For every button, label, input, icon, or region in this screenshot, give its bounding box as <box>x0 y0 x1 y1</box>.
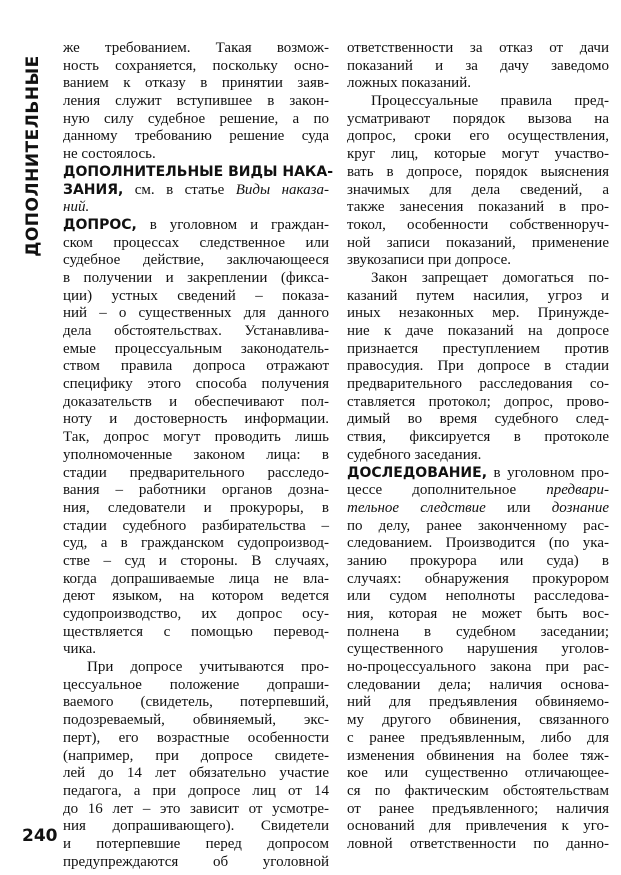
text-line <box>63 40 329 58</box>
line-text: деют языком, на котором ведется <box>63 588 329 605</box>
line-text: перт), его возрастные особенности <box>63 729 329 746</box>
text-line <box>347 217 609 235</box>
line-text: му другого обвинения, связанного <box>347 712 609 729</box>
text-line <box>63 93 329 111</box>
line-text: в получении и закреплении (фикса- <box>63 269 329 286</box>
text-line <box>63 411 329 429</box>
text-line <box>347 164 609 182</box>
line-text: от ранее предъявленного; наличия <box>347 800 609 817</box>
line-text: доказательств и обеспечивают пол- <box>63 393 329 410</box>
text-line <box>347 411 609 429</box>
text-line <box>347 146 609 164</box>
italic-term: тельное следствие <box>347 499 486 516</box>
text-line <box>347 482 609 500</box>
line-text: круг лиц, которые могут участво- <box>347 146 609 163</box>
text-line <box>63 783 329 801</box>
text-line <box>63 447 329 465</box>
text-line <box>347 252 609 270</box>
line-text: ния, следователи и прокуроры, в <box>63 499 329 516</box>
entry-headword: ДОПРОС, <box>63 216 137 233</box>
line-text: цессе дополнительное <box>347 482 547 499</box>
text-line <box>347 394 609 412</box>
line-text: с ранее предъявленным, либо для <box>347 729 609 746</box>
left-column <box>63 40 333 871</box>
text-line <box>63 341 329 359</box>
line-text: подозреваемый, обвиняемый, экс- <box>63 712 329 729</box>
text-line <box>347 58 609 76</box>
text-line <box>63 217 329 235</box>
line-text: предупреждаются об уголовной <box>63 853 329 870</box>
line-text: ной записи показаний, применение <box>347 234 609 251</box>
line-text: стве – суд и стороны. В случаях, <box>63 552 329 569</box>
line-text: специфику этого способа получения <box>63 376 329 393</box>
text-line <box>347 659 609 677</box>
page-number: 240 <box>22 826 58 846</box>
line-text: ную силу судебное решение, а по <box>63 110 329 127</box>
line-text: признается преступлением против <box>347 340 609 357</box>
line-text: полнена в судебном заседании; <box>347 623 609 640</box>
line-text: ции) устных сведений – показа- <box>63 287 329 304</box>
text-line <box>63 235 329 253</box>
text-line <box>347 128 609 146</box>
italic-term: ний. <box>63 199 90 216</box>
line-text: ние к даче показаний на допросе <box>347 323 609 339</box>
line-text: следованием. Производится (по ука- <box>347 535 609 552</box>
text-line <box>347 270 609 288</box>
text-line <box>347 358 609 376</box>
line-text: судебное действие, заключающееся <box>63 252 329 269</box>
line-text: вать в допросе, порядок выяснения <box>347 163 609 180</box>
line-text: суд, а в гражданском судопроизвод- <box>63 535 329 552</box>
line-text: существенного нарушения уголов- <box>347 641 609 658</box>
text-line <box>347 447 609 465</box>
line-text: ванием к отказу в принятии заяв- <box>63 75 329 92</box>
text-line <box>347 571 609 589</box>
line-text: случаях: обнаружения прокурором <box>347 570 609 587</box>
text-line <box>347 40 609 58</box>
running-head <box>22 40 44 272</box>
line-text: вания – работники органов дозна- <box>63 482 329 499</box>
text-line <box>347 748 609 766</box>
line-text: также занесения показаний в про- <box>347 199 609 216</box>
text-line <box>347 376 609 394</box>
line-text: ность сохраняется, поскольку осно- <box>63 57 329 74</box>
line-text: следовании дела; наличия основа- <box>347 676 609 693</box>
text-line <box>63 730 329 748</box>
text-line <box>63 588 329 606</box>
line-text: по делу, ранее законченному рас- <box>347 517 609 534</box>
line-text: казаний путем насилия, угроз и <box>347 287 609 304</box>
line-text: цессуальное положение допраши- <box>63 676 329 693</box>
text-line <box>63 854 329 872</box>
line-text: Процессуальные правила пред- <box>371 93 609 110</box>
italic-term: предвари- <box>546 482 609 499</box>
text-line <box>63 553 329 571</box>
line-text: ний – о существенных для данного <box>63 305 329 322</box>
text-line <box>63 659 329 677</box>
line-text: занию прокурора или суда) в <box>347 552 609 569</box>
text-line <box>63 394 329 412</box>
italic-term: Виды наказа- <box>235 181 330 198</box>
text-line <box>347 588 609 606</box>
text-line <box>63 765 329 783</box>
line-text: стадии предварительного расследо- <box>63 464 329 481</box>
line-text: дела обстоятельствах. Устанавлива- <box>63 323 329 339</box>
line-text: или судом неполноты расследова- <box>347 588 609 605</box>
line-text: судопроизводство, их допрос осу- <box>63 606 329 622</box>
text-line <box>63 252 329 270</box>
line-text: же требованием. Такая возмож- <box>63 40 329 56</box>
text-line <box>347 75 609 93</box>
line-text: иных незаконных мер. Принужде- <box>347 305 609 322</box>
line-text: лей до 14 лет обязательно участие <box>63 765 329 782</box>
line-text: показаний и за дачу заведомо <box>347 57 609 74</box>
text-line <box>63 694 329 712</box>
line-text: не состоялось. <box>63 146 156 163</box>
line-text: ложных показаний. <box>347 75 471 92</box>
right-column <box>347 40 609 854</box>
line-text: или <box>485 499 552 516</box>
text-line <box>347 341 609 359</box>
text-line <box>63 482 329 500</box>
text-line <box>63 429 329 447</box>
line-text: педагога, а при допросе лиц от 14 <box>63 782 329 799</box>
line-text: усматривают порядок вызова на <box>347 110 609 127</box>
text-line <box>347 199 609 217</box>
text-line <box>63 58 329 76</box>
entry-headword: ДОСЛЕДОВАНИЕ, <box>347 464 488 481</box>
text-line <box>63 288 329 306</box>
text-line <box>347 111 609 129</box>
line-text: судебного заседания. <box>347 446 482 463</box>
text-line <box>347 535 609 553</box>
text-line <box>63 358 329 376</box>
text-line <box>63 111 329 129</box>
entry-headword: ДОПОЛНИТЕЛЬНЫЕ ВИДЫ НАКА- <box>63 163 333 180</box>
text-line <box>63 500 329 518</box>
line-text: стадии судебного разбирательства – <box>63 517 329 534</box>
text-line <box>347 818 609 836</box>
text-line <box>63 323 329 341</box>
line-text: Закон запрещает домогаться по- <box>371 269 609 286</box>
line-text: При допросе учитываются про- <box>87 659 329 676</box>
line-text: димый во время судебного след- <box>347 411 609 428</box>
text-line <box>63 748 329 766</box>
line-text: в уголовном и граждан- <box>136 216 329 233</box>
text-line <box>347 765 609 783</box>
text-line <box>63 146 329 164</box>
line-text: токол, особенности собственноруч- <box>347 216 609 233</box>
line-text: ответственности за отказ от дачи <box>347 40 609 56</box>
text-line <box>63 836 329 854</box>
text-line <box>63 677 329 695</box>
entry-headword: ЗАНИЯ, <box>63 181 124 198</box>
text-line <box>63 801 329 819</box>
text-line <box>63 305 329 323</box>
line-text: ствия, фиксируется в протоколе <box>347 429 609 446</box>
line-text: в уголовном про- <box>487 464 609 481</box>
line-text: ноту и достоверность информации. <box>63 411 329 428</box>
line-text: ний для предъявления обвиняемо- <box>347 694 609 711</box>
text-line <box>347 836 609 854</box>
text-line <box>347 288 609 306</box>
line-text: правосудия. При допросе в стадии <box>347 358 609 375</box>
text-line <box>347 93 609 111</box>
text-line <box>63 75 329 93</box>
line-text: кое или существенно отличающее- <box>347 765 609 782</box>
text-line <box>63 199 329 217</box>
line-text: изменения обвинения на более тяж- <box>347 747 609 764</box>
text-line <box>347 323 609 341</box>
line-text: ния допрашивающего). Свидетели <box>63 818 329 835</box>
text-line <box>63 641 329 659</box>
text-line <box>63 518 329 536</box>
line-text: ществляется с помощью перевод- <box>63 623 329 640</box>
text-line <box>63 818 329 836</box>
line-text: ления служит вступившее в закон- <box>63 93 329 110</box>
text-line <box>347 677 609 695</box>
text-line <box>347 712 609 730</box>
text-line <box>63 606 329 624</box>
text-line <box>347 624 609 642</box>
line-text: ния, которая не может быть вос- <box>347 606 609 622</box>
line-text: звукозаписи при допросе. <box>347 252 511 269</box>
line-text: (например, при допросе свидете- <box>63 747 329 764</box>
text-line <box>347 801 609 819</box>
text-line <box>347 500 609 518</box>
text-line <box>347 606 609 624</box>
text-line <box>347 305 609 323</box>
line-text: допрос, сроки его осуществления, <box>347 128 609 145</box>
line-text: оснований для привлечения к уго- <box>347 818 609 835</box>
line-text: уполномоченные законом лица: в <box>63 446 329 463</box>
text-line <box>63 571 329 589</box>
line-text: емые процессуальным законодатель- <box>63 340 329 357</box>
line-text: ском процессах следственное или <box>63 234 329 251</box>
text-line <box>63 128 329 146</box>
line-text: Так, допрос могут проводить лишь <box>63 429 329 446</box>
italic-term: дознание <box>551 499 609 516</box>
line-text: значимых для дела сведений, а <box>347 181 609 198</box>
text-line <box>347 641 609 659</box>
line-text: ставляется протокол; допрос, прово- <box>347 393 609 410</box>
text-line <box>347 553 609 571</box>
line-text: но-процессуального закона при рас- <box>347 659 609 676</box>
line-text: ваемого (свидетель, потерпевший, <box>63 694 329 711</box>
text-line <box>347 429 609 447</box>
line-text: данному требованию решение суда <box>63 128 329 145</box>
text-line <box>63 712 329 730</box>
text-line <box>63 182 329 200</box>
line-text: чика. <box>63 641 97 658</box>
line-text: до 16 лет – это зависит от усмотре- <box>63 800 329 817</box>
line-text: когда допрашиваемые лица не вла- <box>63 570 329 587</box>
text-line <box>347 694 609 712</box>
text-line <box>347 235 609 253</box>
text-line <box>347 518 609 536</box>
line-text: ством правила допроса отражают <box>63 358 329 375</box>
text-line <box>63 163 333 182</box>
text-line <box>347 783 609 801</box>
running-head-text: ДОПОЛНИТЕЛЬНЫЕ <box>23 55 43 257</box>
line-text: ловной ответственности по данно- <box>347 835 609 852</box>
text-line <box>63 465 329 483</box>
text-line <box>63 535 329 553</box>
text-line <box>63 270 329 288</box>
text-line <box>63 624 329 642</box>
text-line <box>63 376 329 394</box>
line-text: см. в статье <box>123 181 236 198</box>
text-line <box>347 465 609 483</box>
line-text: ся по фактическим обстоятельствам <box>347 782 609 799</box>
line-text: предварительного расследования со- <box>347 376 609 393</box>
text-line <box>347 182 609 200</box>
line-text: и потерпевшие перед допросом <box>63 835 329 852</box>
text-line <box>347 730 609 748</box>
